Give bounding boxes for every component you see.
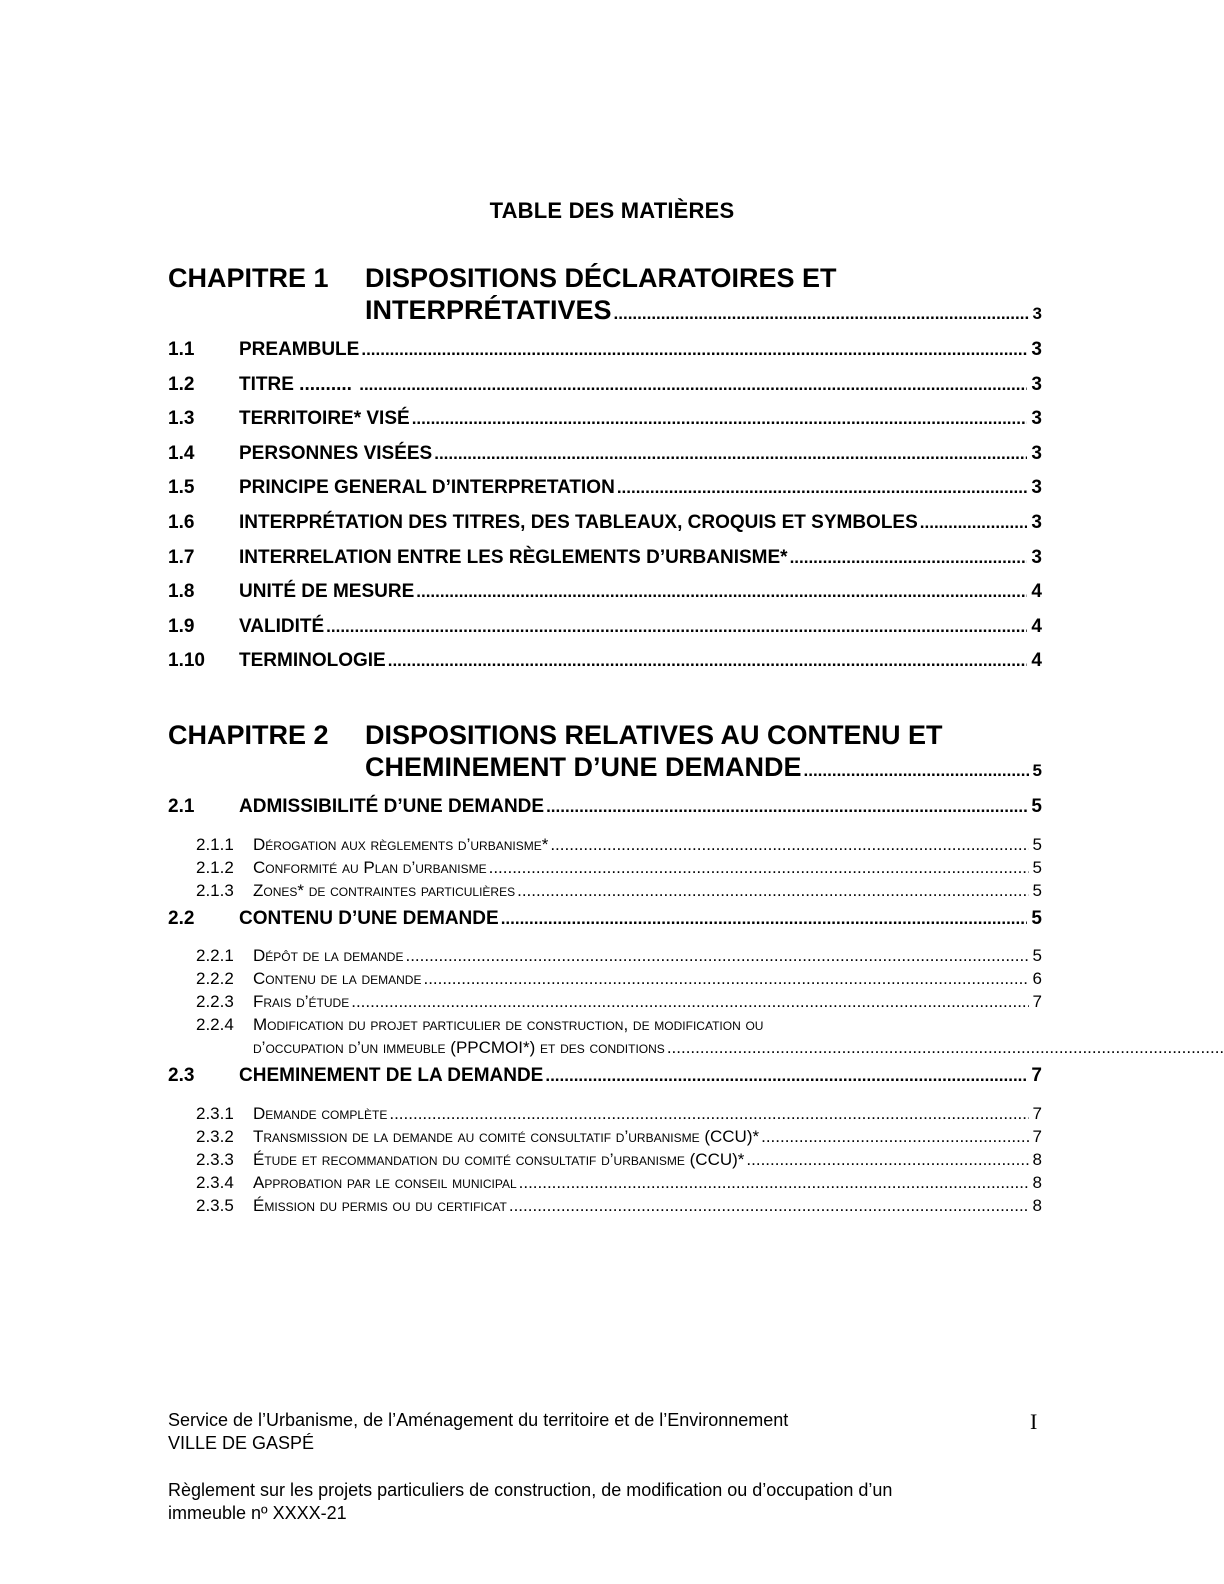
section-number: 2.1 xyxy=(168,796,195,817)
toc-entry-2-2-4[interactable] xyxy=(168,1013,1042,1059)
toc-entry-2-3-2[interactable] xyxy=(168,1125,1042,1148)
subsection-number: 2.2.1 xyxy=(196,946,234,966)
chapter-label: CHAPITRE 2 xyxy=(168,720,329,750)
section-number: 1.1 xyxy=(168,339,195,360)
subsection-title: Frais d’étude xyxy=(253,992,350,1012)
subsection-number: 2.3.4 xyxy=(196,1172,234,1192)
toc-entry-2-2-3[interactable] xyxy=(168,990,1042,1013)
subsection-title: Conformité au Plan d’urbanisme xyxy=(253,857,487,877)
dot-leader xyxy=(361,333,1027,368)
subsection-number: 2.3.3 xyxy=(196,1149,234,1169)
subsection-number: 2.3.2 xyxy=(196,1126,234,1146)
dot-leader xyxy=(804,755,1029,787)
dot-leader xyxy=(489,856,1029,879)
section-number: 1.3 xyxy=(168,408,195,430)
subsection-title: Transmission de la demande au comité consultatif d’urbanisme (CCU)* xyxy=(253,1126,760,1146)
page-number: 5 xyxy=(1032,834,1042,854)
section-number: 2.3 xyxy=(168,1065,195,1087)
subsection-number: 2.3.1 xyxy=(196,1103,234,1123)
subsection-title-line2: d’occupation d’un immeuble (PPCMOI*) et des conditions xyxy=(253,1038,665,1058)
dot-leader xyxy=(416,575,1027,610)
section-title: PRINCIPE GENERAL D’INTERPRETATION xyxy=(239,477,615,499)
chapter-heading[interactable] xyxy=(168,262,1042,326)
footer-regulation xyxy=(168,1479,892,1525)
section-title: TERMINOLOGIE xyxy=(239,650,386,672)
dot-leader xyxy=(517,879,1028,902)
subsection-title: Émission du permis ou du certificat xyxy=(253,1195,507,1215)
footer-page-number: I xyxy=(1030,1409,1038,1434)
page-number: 5 xyxy=(1031,796,1042,817)
section-number: 1.9 xyxy=(168,615,195,637)
page-number: 5 xyxy=(1031,907,1042,929)
subsection-title: Contenu de la demande xyxy=(253,969,422,989)
dot-leader xyxy=(501,902,1028,937)
toc-entry-1-8[interactable] xyxy=(168,575,1042,610)
subsection-number: 2.2.3 xyxy=(196,992,234,1012)
toc-entry-1-2[interactable] xyxy=(168,368,1042,403)
page-number: 8 xyxy=(1032,1149,1042,1169)
page-number: 3 xyxy=(1031,373,1042,395)
section-title: TERRITOIRE* VISÉ xyxy=(239,408,410,430)
dot-leader xyxy=(389,1102,1028,1125)
toc-entry-2-2-1[interactable] xyxy=(168,944,1042,967)
dot-leader xyxy=(519,1171,1029,1194)
toc-entry-1-7[interactable] xyxy=(168,541,1042,576)
page-number: 8 xyxy=(1032,1195,1042,1215)
chapter-heading[interactable] xyxy=(168,719,1042,783)
page-number: 7 xyxy=(1032,1103,1042,1123)
toc-entry-2-1-3[interactable] xyxy=(168,879,1042,902)
subsection-title: Approbation par le conseil municipal xyxy=(253,1172,517,1192)
chapter-title-line2: INTERPRÉTATIVES xyxy=(365,295,612,325)
dot-leader xyxy=(545,1059,1027,1094)
toc-entry-2-1-2[interactable] xyxy=(168,856,1042,879)
page-number: 8 xyxy=(1032,1172,1042,1192)
section-number: 1.2 xyxy=(168,373,195,395)
dot-leader xyxy=(790,541,1028,576)
page-number: 4 xyxy=(1031,615,1042,637)
subsection-title: Dépôt de la demande xyxy=(253,946,404,966)
dot-leader xyxy=(434,437,1027,472)
dot-leader xyxy=(617,471,1028,506)
subsection-title: Étude et recommandation du comité consultatif d’urbanisme (CCU)* xyxy=(253,1149,745,1169)
subsection-title: Dérogation aux règlements d’urbanisme* xyxy=(253,834,549,854)
section-title: UNITÉ DE MESURE xyxy=(239,581,415,603)
dot-leader xyxy=(423,967,1028,990)
page-number: 3 xyxy=(1031,442,1042,464)
chapter-label: CHAPITRE 1 xyxy=(168,263,329,293)
section-number: 2.2 xyxy=(168,907,195,929)
page-number: 3 xyxy=(1031,339,1042,360)
section-title: PREAMBULE xyxy=(239,339,360,360)
section-title: VALIDITÉ xyxy=(239,615,325,637)
dot-leader xyxy=(667,1036,1224,1059)
toc-entry-2-3-5[interactable] xyxy=(168,1194,1042,1217)
toc-entry-2-3-1[interactable] xyxy=(168,1102,1042,1125)
page-number: 5 xyxy=(1032,761,1042,780)
page-number: 5 xyxy=(1032,857,1042,877)
dot-leader xyxy=(326,610,1027,645)
dot-leader xyxy=(746,1148,1028,1171)
dot-leader xyxy=(550,833,1028,856)
footer-line2: VILLE DE GASPÉ xyxy=(168,1433,315,1453)
dot-leader xyxy=(614,298,1029,330)
dot-leader xyxy=(509,1194,1029,1217)
chapter-1-block xyxy=(168,262,1042,679)
dot-leader xyxy=(920,506,1028,541)
toc-entry-2-2[interactable] xyxy=(168,902,1042,937)
toc-entry-2-3-3[interactable] xyxy=(168,1148,1042,1171)
section-title: PERSONNES VISÉES xyxy=(239,442,433,464)
section-title: ADMISSIBILITÉ D’UNE DEMANDE xyxy=(239,796,545,817)
toc-entry-1-9[interactable] xyxy=(168,610,1042,645)
footer-line4: immeuble nº XXXX-21 xyxy=(168,1503,347,1523)
subsection-number: 2.1.2 xyxy=(196,857,234,877)
subsection-title: Zones* de contraintes particulières xyxy=(253,880,516,900)
toc-entry-1-1[interactable] xyxy=(168,333,1042,368)
footer-line3: Règlement sur les projets particuliers de construction, de modification ou d’occupation d’un xyxy=(168,1480,893,1500)
section-number: 1.4 xyxy=(168,442,195,464)
dot-leader xyxy=(388,644,1028,679)
chapter-title-line1: DISPOSITIONS DÉCLARATOIRES ET xyxy=(365,263,837,293)
toc-entry-1-10[interactable] xyxy=(168,644,1042,679)
toc-entry-2-2-2[interactable] xyxy=(168,967,1042,990)
subsection-number: 2.2.2 xyxy=(196,969,234,989)
footer-line1: Service de l’Urbanisme, de l’Aménagement du territoire et de l’Environnement xyxy=(168,1410,789,1430)
section-number: 1.5 xyxy=(168,477,195,499)
page-number: 3 xyxy=(1031,408,1042,430)
page-number: 6 xyxy=(1032,969,1042,989)
page-number: 7 xyxy=(1032,1126,1042,1146)
page-number: 5 xyxy=(1032,880,1042,900)
subsection-number: 2.2.4 xyxy=(196,1015,234,1035)
toc-title: TABLE DES MATIÈRES xyxy=(489,198,735,223)
section-number: 1.8 xyxy=(168,581,195,603)
toc-entry-1-5[interactable] xyxy=(168,471,1042,506)
page-number: 7 xyxy=(1032,992,1042,1012)
toc-entry-2-1-1[interactable] xyxy=(168,833,1042,856)
chapter-2-block xyxy=(168,719,1042,1217)
toc-entry-2-1[interactable] xyxy=(168,790,1042,825)
dot-leader xyxy=(351,990,1028,1013)
page-number: 3 xyxy=(1031,546,1042,568)
section-title: CONTENU D’UNE DEMANDE xyxy=(239,907,499,929)
page-number: 7 xyxy=(1031,1065,1042,1087)
page-number: 5 xyxy=(1032,946,1042,966)
footer-department xyxy=(168,1409,788,1455)
section-number: 1.6 xyxy=(168,511,195,533)
toc-entry-1-4[interactable] xyxy=(168,437,1042,472)
section-title: INTERPRÉTATION DES TITRES, DES TABLEAUX, CROQUIS ET SYMBOLES xyxy=(239,511,918,533)
section-title: CHEMINEMENT DE LA DEMANDE xyxy=(239,1065,544,1087)
page-number: 3 xyxy=(1032,304,1042,323)
subsection-number: 2.3.5 xyxy=(196,1195,234,1215)
toc-entry-2-3[interactable] xyxy=(168,1059,1042,1094)
page-number: 4 xyxy=(1031,581,1042,603)
toc-entry-1-6[interactable] xyxy=(168,506,1042,541)
section-title: TITRE .......... xyxy=(239,373,358,395)
chapter-title-line2: CHEMINEMENT D’UNE DEMANDE xyxy=(365,752,802,782)
section-title: INTERRELATION ENTRE LES RÈGLEMENTS D’URBANISME* xyxy=(239,546,788,568)
subsection-title: Demande complète xyxy=(253,1103,388,1123)
dot-leader xyxy=(359,368,1027,403)
subsection-number: 2.1.3 xyxy=(196,880,234,900)
dot-leader xyxy=(412,402,1028,437)
page-number: 4 xyxy=(1031,650,1042,672)
dot-leader xyxy=(405,944,1028,967)
subsection-number: 2.1.1 xyxy=(196,834,234,854)
chapter-title-line1: DISPOSITIONS RELATIVES AU CONTENU ET xyxy=(365,720,943,750)
section-number: 1.10 xyxy=(168,650,205,672)
section-number: 1.7 xyxy=(168,546,195,568)
dot-leader xyxy=(546,790,1027,825)
page-number: 3 xyxy=(1031,511,1042,533)
subsection-title-line1: Modification du projet particulier de construction, de modification ou xyxy=(253,1015,764,1035)
toc-entry-1-3[interactable] xyxy=(168,402,1042,437)
toc-entry-2-3-4[interactable] xyxy=(168,1171,1042,1194)
dot-leader xyxy=(761,1125,1028,1148)
page-number: 3 xyxy=(1031,477,1042,499)
